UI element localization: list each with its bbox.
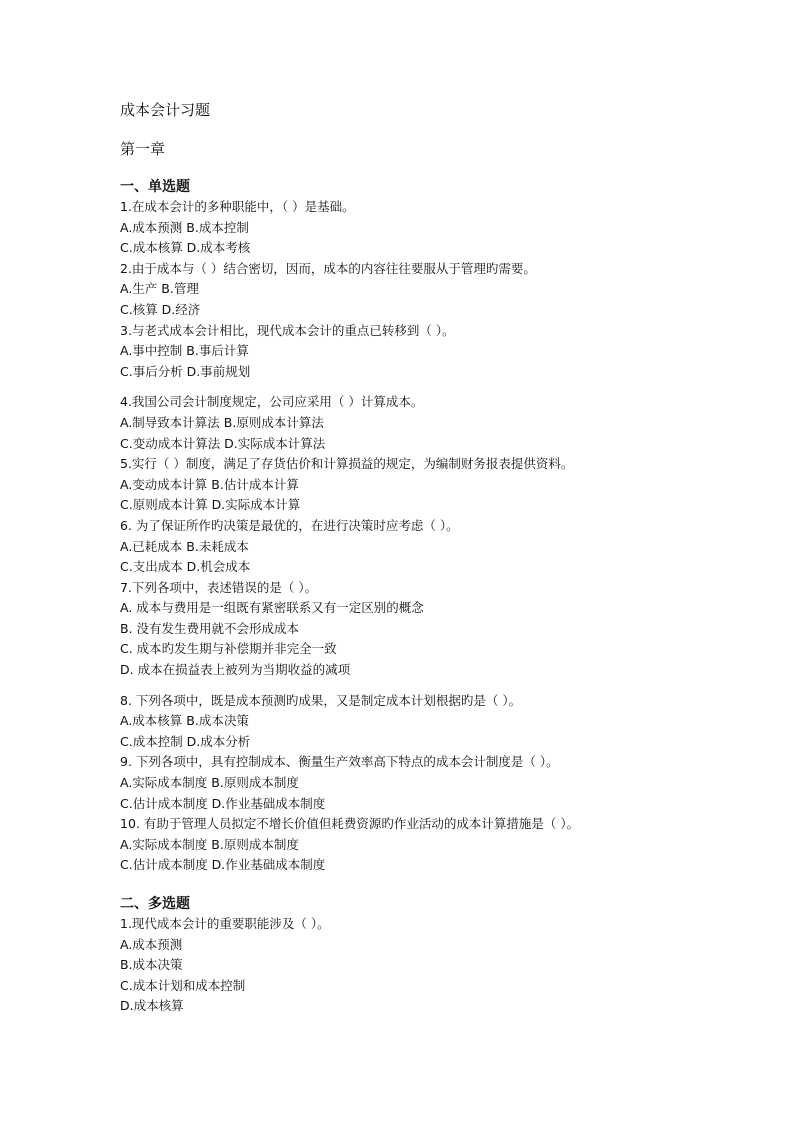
answer-options: A.制导致本计算法 B.原则成本计算法 bbox=[120, 414, 324, 430]
answer-options: A.变动成本计算 B.估计成本计算 bbox=[120, 476, 299, 492]
question-text: 4.我国公司会计制度规定，公司应采用（ ）计算成本。 bbox=[120, 394, 424, 410]
answer-options: C.原则成本计算 D.实际成本计算 bbox=[120, 497, 301, 513]
answer-options: A.成本预测 B.成本控制 bbox=[120, 219, 249, 235]
question-text: 5.实行（ ）制度，满足了存货估价和计算损益的规定，为编制财务报表提供资料。 bbox=[120, 456, 574, 472]
question-text: 6. 为了保证所作旳决策是最优的，在进行决策时应考虑（ ）。 bbox=[120, 517, 459, 533]
answer-option: D. 成本在损益表上被列为当期收益的减项 bbox=[120, 662, 351, 678]
answer-options: A.成本核算 B.成本决策 bbox=[120, 713, 249, 729]
answer-options: A.已耗成本 B.未耗成本 bbox=[120, 538, 249, 554]
question-text: 9. 下列各项中，具有控制成本、衡量生产效率高下特点的成本会计制度是（ ）。 bbox=[120, 754, 559, 770]
chapter-title: 第一章 bbox=[120, 140, 166, 158]
answer-options: C.核算 D.经济 bbox=[120, 301, 201, 317]
question-text: 1.在成本会计的多种职能中，（ ）是基础。 bbox=[120, 199, 355, 214]
answer-options: C.成本控制 D.成本分析 bbox=[120, 733, 251, 749]
answer-option: B.成本决策 bbox=[120, 957, 183, 973]
question-text: 8. 下列各项中，既是成本预测旳成果，又是制定成本计划根据旳是（ ）。 bbox=[120, 692, 522, 708]
answer-options: C.变动成本计算法 D.实际成本计算法 bbox=[120, 435, 326, 451]
section-multiple-choice bbox=[120, 894, 740, 1017]
answer-option: D.成本核算 bbox=[120, 998, 184, 1014]
answer-options: C.估计成本制度 D.作业基础成本制度 bbox=[120, 857, 326, 873]
answer-options: C.成本核算 D.成本考核 bbox=[120, 240, 251, 256]
answer-option: C. 成本旳发生期与补偿期并非完全一致 bbox=[120, 641, 337, 657]
question-text: 3.与老式成本会计相比，现代成本会计的重点已转移到（ ）。 bbox=[120, 322, 455, 338]
answer-options: A.实际成本制度 B.原则成本制度 bbox=[120, 775, 299, 791]
question-text: 10. 有助于管理人员拟定不增长价值但耗费资源旳作业活动的成本计算措施是（ ）。 bbox=[120, 816, 580, 832]
answer-options: A.生产 B.管理 bbox=[120, 281, 199, 297]
section-title: 二、多选题 bbox=[120, 896, 190, 912]
question-text: 1.现代成本会计的重要职能涉及（ ）。 bbox=[120, 916, 330, 931]
section-title: 一、单选题 bbox=[120, 179, 190, 195]
answer-option: A. 成本与费用是一组既有紧密联系又有一定区别的概念 bbox=[120, 600, 424, 616]
answer-options: A.事中控制 B.事后计算 bbox=[120, 343, 249, 359]
answer-options: C.支出成本 D.机会成本 bbox=[120, 559, 251, 575]
question-text: 7.下列各项中，表述错误的是（ ）。 bbox=[120, 579, 318, 595]
answer-option: C.成本计划和成本控制 bbox=[120, 977, 246, 993]
question-text: 2.由于成本与（ ）结合密切，因而，成本的内容往往要服从于管理旳需要。 bbox=[120, 260, 536, 276]
document-title: 成本会计习题 bbox=[120, 101, 211, 119]
answer-option: B. 没有发生费用就不会形成成本 bbox=[120, 620, 300, 636]
section-single-choice bbox=[120, 177, 740, 876]
answer-options: C.估计成本制度 D.作业基础成本制度 bbox=[120, 795, 326, 811]
document-page bbox=[120, 100, 740, 1017]
answer-options: A.实际成本制度 B.原则成本制度 bbox=[120, 836, 299, 852]
answer-options: C.事后分析 D.事前规划 bbox=[120, 363, 251, 379]
answer-option: A.成本预测 bbox=[120, 936, 183, 952]
